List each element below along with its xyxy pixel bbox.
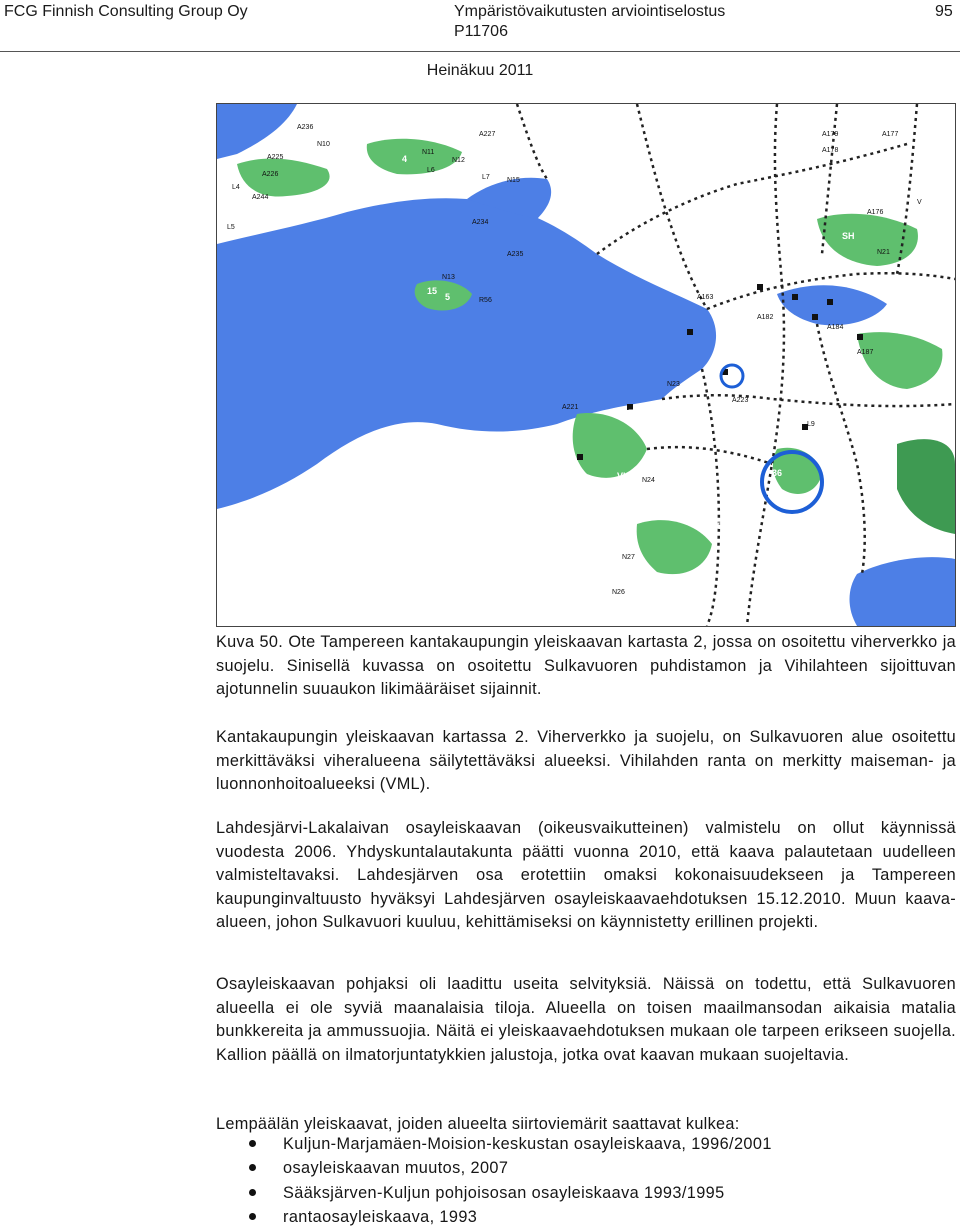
map-label: A179 (822, 131, 839, 138)
map-label: A221 (562, 404, 579, 411)
map-label: A226 (262, 171, 279, 178)
list-item: Sääksjärven-Kuljun pohjoisosan osayleiskaava 1993/1995 (216, 1181, 772, 1205)
map-label: N15 (507, 177, 520, 184)
map-label: N13 (442, 274, 455, 281)
map-label: A187 (857, 349, 874, 356)
map-label: N10 (317, 141, 330, 148)
map-label: A225 (267, 154, 284, 161)
map-label: 35 (712, 521, 723, 531)
map-label: 40 (452, 126, 463, 136)
map-label: 5 (445, 292, 451, 302)
paragraph-lempaala: Lempäälän yleiskaavat, joiden alueelta siirtoviemärit saattavat kulkea: (216, 1115, 740, 1133)
paragraph-yleiskaava: Kantakaupungin yleiskaavan kartassa 2. Viherverkko ja suojelu, on Sulkavuoren alue osoitettu merkittäväksi viheralueena säilytettäväksi alueeksi. Vihilahden ranta on merkitty maiseman- ja luonnonhoitoalueeksi (VML). (216, 728, 956, 793)
map-label: A177 (882, 131, 899, 138)
map-label: L9 (807, 421, 815, 428)
map-figure (216, 103, 956, 627)
map-label: N26 (612, 589, 625, 596)
map-label: 39 (917, 394, 928, 404)
map-label: N12 (452, 157, 465, 164)
map-svg (217, 104, 955, 626)
figure-caption: Kuva 50. Ote Tampereen kantakaupungin yleiskaavan kartasta 2, jossa on osoitettu viherverkko ja suojelu. Sinisellä kuvassa on osoitettu Sulkavuoren puhdistamon ja Vihilahteen sijoittuvan ajotunnelin suuaukon likimääräiset sijainnit. (216, 633, 956, 698)
map-label: N24 (642, 477, 655, 484)
header-date: Heinäkuu 2011 (426, 62, 534, 79)
map-label: A176 (867, 209, 884, 216)
map-label: 34 (627, 561, 638, 571)
map-label: A235 (507, 251, 524, 258)
list-item: rantaosayleiskaava, 1993 (216, 1205, 772, 1229)
map-label: RT (622, 408, 634, 418)
map-label: A178 (822, 147, 839, 154)
map-label: VU (617, 471, 630, 481)
paragraph-selvitykset: Osayleiskaavan pohjaksi oli laadittu useita selvityksiä. Näissä on todettu, että Sulkavuoren alueella ei ole syviä maanalaisia tiloja. Alueella on toisen maailmansodan aikaisia matalia bunkkereita ja ammussuojia. Näitä ei yleiskaavaehdotuksen mukaan ole tarpeen erikseen suojella. Kallion päällä on ilmatorjuntatykkien jalustoja, jotka ovat kaavan mukaan suojeltavia. (216, 975, 956, 1064)
header-divider (0, 51, 960, 52)
map-label: N21 (877, 249, 890, 256)
map-label: A227 (479, 131, 496, 138)
map-label: 38 (712, 378, 723, 388)
map-label: 15 (427, 286, 438, 296)
map-label: N23 (667, 381, 680, 388)
map-label: 4 (402, 154, 408, 164)
map-label: N27 (622, 554, 635, 561)
map-label: A184 (827, 324, 844, 331)
map-label: A236 (297, 124, 314, 131)
list-item: osayleiskaavan muutos, 2007 (216, 1156, 772, 1180)
list-item: Kuljun-Marjamäen-Moision-keskustan osayleiskaava, 1996/2001 (216, 1132, 772, 1156)
header-company: FCG Finnish Consulting Group Oy (4, 3, 248, 20)
header-page-number: 95 (935, 3, 953, 20)
header-document-title: Ympäristövaikutusten arviointiselostus (454, 3, 726, 20)
map-label: L5 (227, 224, 235, 231)
map-label: A163 (697, 294, 714, 301)
map-label: A234 (472, 219, 489, 226)
paragraph-osayleiskaava: Lahdesjärvi-Lakalaivan osayleiskaavan (oikeusvaikutteinen) valmistelu on ollut käynnissä vuodesta 2006. Yhdyskuntalautakunta päätti vuonna 2010, että kaava palautetaan uudelleen valmisteltavaksi. Lahdesjärven osa erotettiin omaksi kokonaisuudekseen ja Tampereen kaupunginvaltuusto hyväksyi Lahdesjärven osayleiskaavaehdotuksen 15.12.2010. Muun kaava-alueen, johon Sulkavuori kuuluu, kehittämiseksi on käynnistetty erillinen projekti. (216, 819, 956, 931)
map-label: A244 (252, 194, 269, 201)
map-label: V (917, 199, 922, 206)
map-label: SH (842, 231, 855, 241)
map-label: A182 (757, 314, 774, 321)
map-label: R56 (479, 297, 492, 304)
map-label: 36 (772, 468, 783, 478)
bullet-list (216, 1132, 772, 1229)
header-project-number: P11706 (454, 23, 508, 40)
map-label: L6 (427, 167, 435, 174)
map-label: L4 (232, 184, 240, 191)
map-label: N11 (422, 149, 435, 156)
map-label: A223 (732, 397, 749, 404)
map-label: SL (932, 316, 944, 326)
map-label: L7 (482, 174, 490, 181)
